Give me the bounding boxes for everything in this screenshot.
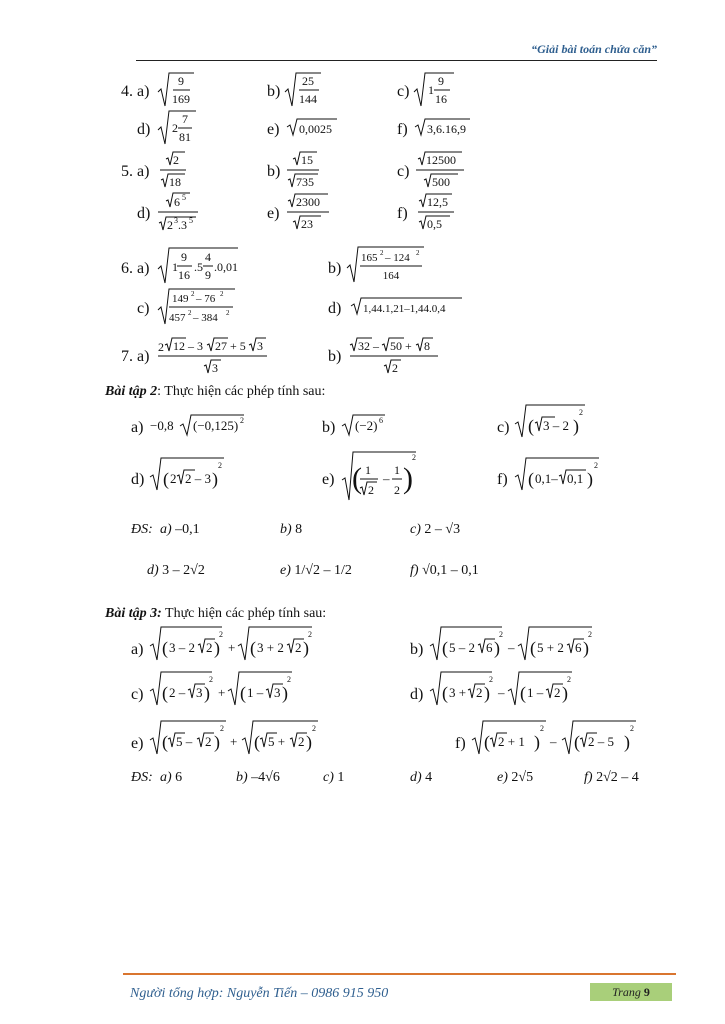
svg-text:15: 15	[301, 153, 313, 167]
svg-text:2: 2	[167, 218, 173, 232]
problem-label: e)	[267, 205, 280, 222]
svg-text:+: +	[230, 734, 238, 749]
svg-text:): )	[624, 732, 630, 752]
svg-text:2: 2	[170, 471, 177, 486]
answer-f: f) 2√2 – 4	[584, 770, 639, 785]
svg-text:(: (	[528, 469, 534, 489]
formula-b2c	[513, 402, 589, 440]
svg-text:457: 457	[169, 312, 186, 324]
svg-text:– 76: – 76	[196, 293, 216, 305]
svg-text:– 124: – 124	[385, 252, 410, 264]
item-e: e)	[131, 735, 144, 752]
svg-text:–: –	[508, 640, 515, 655]
svg-text:9: 9	[438, 74, 444, 88]
formula-4a	[156, 70, 196, 110]
svg-text:2: 2	[173, 153, 179, 167]
svg-text:3: 3	[196, 685, 203, 700]
svg-text:2: 2	[240, 416, 244, 425]
svg-text:9: 9	[178, 74, 184, 88]
svg-text:2: 2	[220, 724, 224, 733]
svg-text:5 – 2: 5 – 2	[449, 640, 475, 655]
formula-b2a	[150, 412, 250, 438]
svg-text:1 –: 1 –	[247, 685, 264, 700]
svg-text:): )	[484, 683, 490, 703]
problem-label: b)	[328, 260, 342, 277]
svg-text:): )	[303, 638, 309, 658]
header-title: “Giải bài toán chứa căn”	[531, 42, 657, 56]
svg-text:23: 23	[301, 217, 313, 231]
svg-text:16: 16	[178, 268, 190, 282]
svg-text:1: 1	[428, 83, 434, 97]
svg-text:): )	[282, 683, 288, 703]
svg-text:5: 5	[189, 216, 193, 225]
problem-label: d)	[328, 300, 342, 317]
svg-text:12 – 3: 12 – 3	[173, 339, 203, 353]
svg-text:0,1–: 0,1–	[535, 471, 558, 486]
svg-text:144: 144	[299, 92, 317, 106]
svg-text:.5: .5	[194, 260, 203, 274]
svg-text:169: 169	[172, 92, 190, 106]
svg-text:12500: 12500	[426, 153, 456, 167]
svg-text:(: (	[484, 732, 490, 752]
svg-text:2: 2	[412, 453, 416, 462]
svg-text:–: –	[383, 471, 390, 486]
svg-text:16: 16	[435, 92, 447, 106]
formula-6a	[156, 245, 242, 287]
svg-text:1,44.1,21–1,44.0,4: 1,44.1,21–1,44.0,4	[363, 303, 446, 315]
problem-label: c)	[137, 300, 150, 317]
svg-text:18: 18	[169, 175, 181, 189]
svg-text:3: 3	[274, 685, 281, 700]
answer-c: c) 1	[323, 770, 345, 785]
svg-text:(: (	[530, 638, 536, 658]
footer-compiler: Người tổng hợp: Nguyễn Tiến – 0986 915 950	[130, 986, 389, 1001]
svg-text:8: 8	[424, 339, 430, 353]
svg-text:(: (	[442, 683, 448, 703]
svg-text:2: 2	[295, 640, 302, 655]
formula-4c	[412, 70, 457, 110]
svg-text:2: 2	[476, 685, 483, 700]
formula-b2b	[340, 412, 390, 438]
svg-text:7: 7	[182, 112, 188, 126]
svg-text:2: 2	[188, 309, 192, 317]
svg-text:(: (	[442, 638, 448, 658]
svg-text:): )	[534, 732, 540, 752]
svg-text:(: (	[352, 462, 362, 495]
problem-label: 6. a)	[121, 260, 150, 277]
svg-text:3 – 2: 3 – 2	[543, 418, 569, 433]
problem-label: 5. a)	[121, 163, 150, 180]
answer-e: e) 2√5	[497, 770, 534, 785]
answer-d: d) 3 – 2√2	[147, 563, 205, 578]
answers-label: ĐS:	[131, 770, 153, 785]
svg-text:(: (	[250, 638, 256, 658]
formula-5a	[158, 150, 188, 192]
svg-text:2: 2	[392, 361, 398, 375]
svg-text:6: 6	[575, 640, 582, 655]
svg-text:735: 735	[296, 175, 314, 189]
svg-text:(: (	[528, 416, 534, 436]
svg-text:−0,8: −0,8	[150, 418, 174, 433]
answers-label: ĐS:	[131, 522, 153, 537]
svg-text:2: 2	[219, 630, 223, 639]
svg-text:2: 2	[630, 724, 634, 733]
svg-text:12,5: 12,5	[427, 195, 448, 209]
formula-b2e	[340, 450, 420, 504]
svg-text:2 –: 2 –	[169, 685, 186, 700]
problem-label: 7. a)	[121, 348, 150, 365]
answer-b: b) 8	[280, 522, 303, 537]
svg-text:81: 81	[179, 130, 191, 144]
formula-b3a	[148, 624, 318, 664]
item-c: c)	[131, 686, 144, 703]
svg-text:(: (	[574, 732, 580, 752]
formula-5e	[285, 192, 331, 234]
svg-text:2: 2	[298, 734, 305, 749]
svg-text:149: 149	[172, 293, 189, 305]
svg-text:0,0025: 0,0025	[299, 122, 332, 136]
problem-label: 4. a)	[121, 83, 150, 100]
exercise2-heading: Bài tập 2: Thực hiện các phép tính sau:	[105, 384, 326, 399]
svg-text:6: 6	[174, 195, 180, 209]
svg-text:): )	[204, 683, 210, 703]
problem-label: c)	[397, 163, 410, 180]
problem-label: b)	[267, 83, 281, 100]
svg-text:): )	[587, 469, 593, 489]
svg-text:2: 2	[368, 483, 374, 497]
svg-text:2: 2	[205, 734, 212, 749]
svg-text:2: 2	[218, 461, 222, 470]
svg-text:): )	[562, 683, 568, 703]
exercise3-heading: Bài tập 3: Thực hiện các phép tính sau:	[105, 606, 327, 621]
item-f: f)	[455, 735, 466, 752]
formula-5b	[285, 150, 321, 192]
svg-text:(: (	[162, 683, 168, 703]
page-number-box: Trang 9	[590, 983, 672, 1001]
formula-4e	[285, 117, 340, 139]
svg-text:1: 1	[394, 463, 400, 477]
problem-label: d)	[137, 205, 151, 222]
item-d: d)	[131, 471, 145, 488]
formula-b3c	[148, 669, 298, 709]
formula-b3f	[470, 718, 646, 758]
svg-text:2 + 1: 2 + 1	[498, 734, 525, 749]
item-b: b)	[410, 641, 424, 658]
svg-text:(: (	[254, 732, 260, 752]
answer-a: a) –0,1	[160, 522, 200, 537]
svg-text:+: +	[218, 685, 226, 700]
svg-text:5: 5	[182, 193, 186, 202]
svg-text:3: 3	[212, 361, 218, 375]
svg-text:2: 2	[172, 121, 178, 135]
svg-text:1: 1	[172, 260, 178, 274]
svg-text:9: 9	[205, 268, 211, 282]
svg-text:3 + 2: 3 + 2	[257, 640, 284, 655]
svg-text:(: (	[520, 683, 526, 703]
formula-5f	[416, 192, 456, 234]
svg-text:2: 2	[588, 630, 592, 639]
svg-text:3 +: 3 +	[449, 685, 467, 700]
svg-text:): )	[306, 732, 312, 752]
svg-text:6: 6	[486, 640, 493, 655]
svg-text:2: 2	[308, 630, 312, 639]
problem-label: f)	[397, 205, 408, 222]
formula-4f	[413, 117, 473, 139]
svg-text:.3: .3	[178, 218, 187, 232]
svg-text:1: 1	[365, 463, 371, 477]
svg-text:): )	[212, 469, 218, 489]
svg-text:4: 4	[205, 250, 211, 264]
svg-text:3 – 2: 3 – 2	[169, 640, 195, 655]
svg-text:2: 2	[489, 675, 493, 684]
formula-5d	[156, 190, 200, 236]
svg-text:2: 2	[499, 630, 503, 639]
svg-text:5 +: 5 +	[268, 734, 286, 749]
answer-d: d) 4	[410, 770, 433, 785]
formula-6b	[345, 244, 427, 286]
svg-text:): )	[214, 638, 220, 658]
item-b: b)	[322, 419, 336, 436]
answer-f: f) √0,1 – 0,1	[410, 563, 479, 578]
svg-text:165: 165	[361, 252, 378, 264]
svg-text:0,5: 0,5	[427, 217, 442, 231]
item-e: e)	[322, 471, 335, 488]
svg-text:(: (	[163, 469, 169, 489]
svg-text:(: (	[162, 732, 168, 752]
svg-text:2300: 2300	[296, 195, 320, 209]
svg-text:9: 9	[181, 250, 187, 264]
svg-text:): )	[214, 732, 220, 752]
svg-text:3: 3	[174, 216, 178, 225]
svg-text:2: 2	[312, 724, 316, 733]
problem-label: c)	[397, 83, 410, 100]
problem-label: b)	[267, 163, 281, 180]
svg-text:2: 2	[220, 290, 224, 298]
svg-text:2: 2	[540, 724, 544, 733]
svg-text:2 – 3: 2 – 3	[185, 471, 211, 486]
svg-text:–: –	[550, 734, 557, 749]
formula-b3e	[148, 718, 324, 758]
svg-text:2: 2	[206, 640, 213, 655]
header-divider	[136, 60, 657, 61]
svg-text:): )	[583, 638, 589, 658]
svg-text:27 + 5: 27 + 5	[215, 339, 246, 353]
footer-divider	[123, 973, 676, 975]
formula-b3b	[428, 624, 598, 664]
formula-7b	[348, 336, 440, 378]
problem-label: d)	[137, 121, 151, 138]
formula-b3d	[428, 669, 578, 709]
svg-text:–: –	[498, 685, 505, 700]
problem-label: f)	[397, 121, 408, 138]
svg-text:2: 2	[554, 685, 561, 700]
item-a: a)	[131, 419, 144, 436]
svg-text:164: 164	[382, 270, 400, 282]
formula-7a	[156, 336, 268, 378]
formula-6d	[349, 296, 465, 318]
svg-text:2: 2	[567, 675, 571, 684]
item-a: a)	[131, 641, 144, 658]
svg-text:2: 2	[209, 675, 213, 684]
svg-text:2: 2	[416, 249, 420, 257]
svg-text:2: 2	[287, 675, 291, 684]
svg-text:2: 2	[380, 249, 384, 257]
svg-text:2: 2	[579, 408, 583, 417]
svg-text:500: 500	[432, 175, 450, 189]
svg-text:): )	[494, 638, 500, 658]
svg-text:): )	[573, 416, 579, 436]
svg-text:(: (	[162, 638, 168, 658]
svg-text:1 –: 1 –	[527, 685, 544, 700]
problem-label: b)	[328, 348, 342, 365]
svg-text:(: (	[240, 683, 246, 703]
answer-a: a) 6	[160, 770, 183, 785]
formula-b2f	[513, 455, 603, 493]
svg-text:50 +: 50 +	[390, 339, 412, 353]
svg-text:0,1: 0,1	[567, 471, 584, 486]
formula-b2d	[148, 455, 228, 493]
svg-text:2: 2	[226, 309, 230, 317]
formula-4d	[156, 108, 201, 148]
svg-text:2: 2	[191, 290, 195, 298]
svg-text:(−0,125): (−0,125)	[193, 418, 239, 433]
formula-6c	[156, 286, 238, 328]
problem-label: e)	[267, 121, 280, 138]
answer-b: b) –4√6	[236, 770, 280, 785]
formula-5c	[414, 150, 466, 192]
svg-text:5 –: 5 –	[176, 734, 193, 749]
item-f: f)	[497, 471, 508, 488]
svg-text:2 – 5: 2 – 5	[588, 734, 614, 749]
svg-text:+: +	[228, 640, 236, 655]
svg-text:3,6.16,9: 3,6.16,9	[427, 122, 466, 136]
svg-text:6: 6	[379, 416, 383, 425]
svg-text:3: 3	[257, 339, 263, 353]
svg-text:.0,01: .0,01	[214, 260, 238, 274]
svg-text:2: 2	[158, 340, 164, 354]
answer-e: e) 1/√2 – 1/2	[280, 563, 352, 578]
svg-text:2: 2	[394, 483, 400, 497]
svg-text:25: 25	[302, 74, 314, 88]
item-d: d)	[410, 686, 424, 703]
svg-text:32 –: 32 –	[358, 339, 379, 353]
svg-text:– 384: – 384	[193, 312, 218, 324]
svg-text:(−2): (−2)	[355, 418, 378, 433]
item-c: c)	[497, 419, 510, 436]
svg-text:5 + 2: 5 + 2	[537, 640, 564, 655]
answer-c: c) 2 – √3	[410, 522, 461, 537]
svg-text:2: 2	[594, 461, 598, 470]
formula-4b	[283, 70, 323, 110]
svg-text:): )	[403, 462, 413, 495]
